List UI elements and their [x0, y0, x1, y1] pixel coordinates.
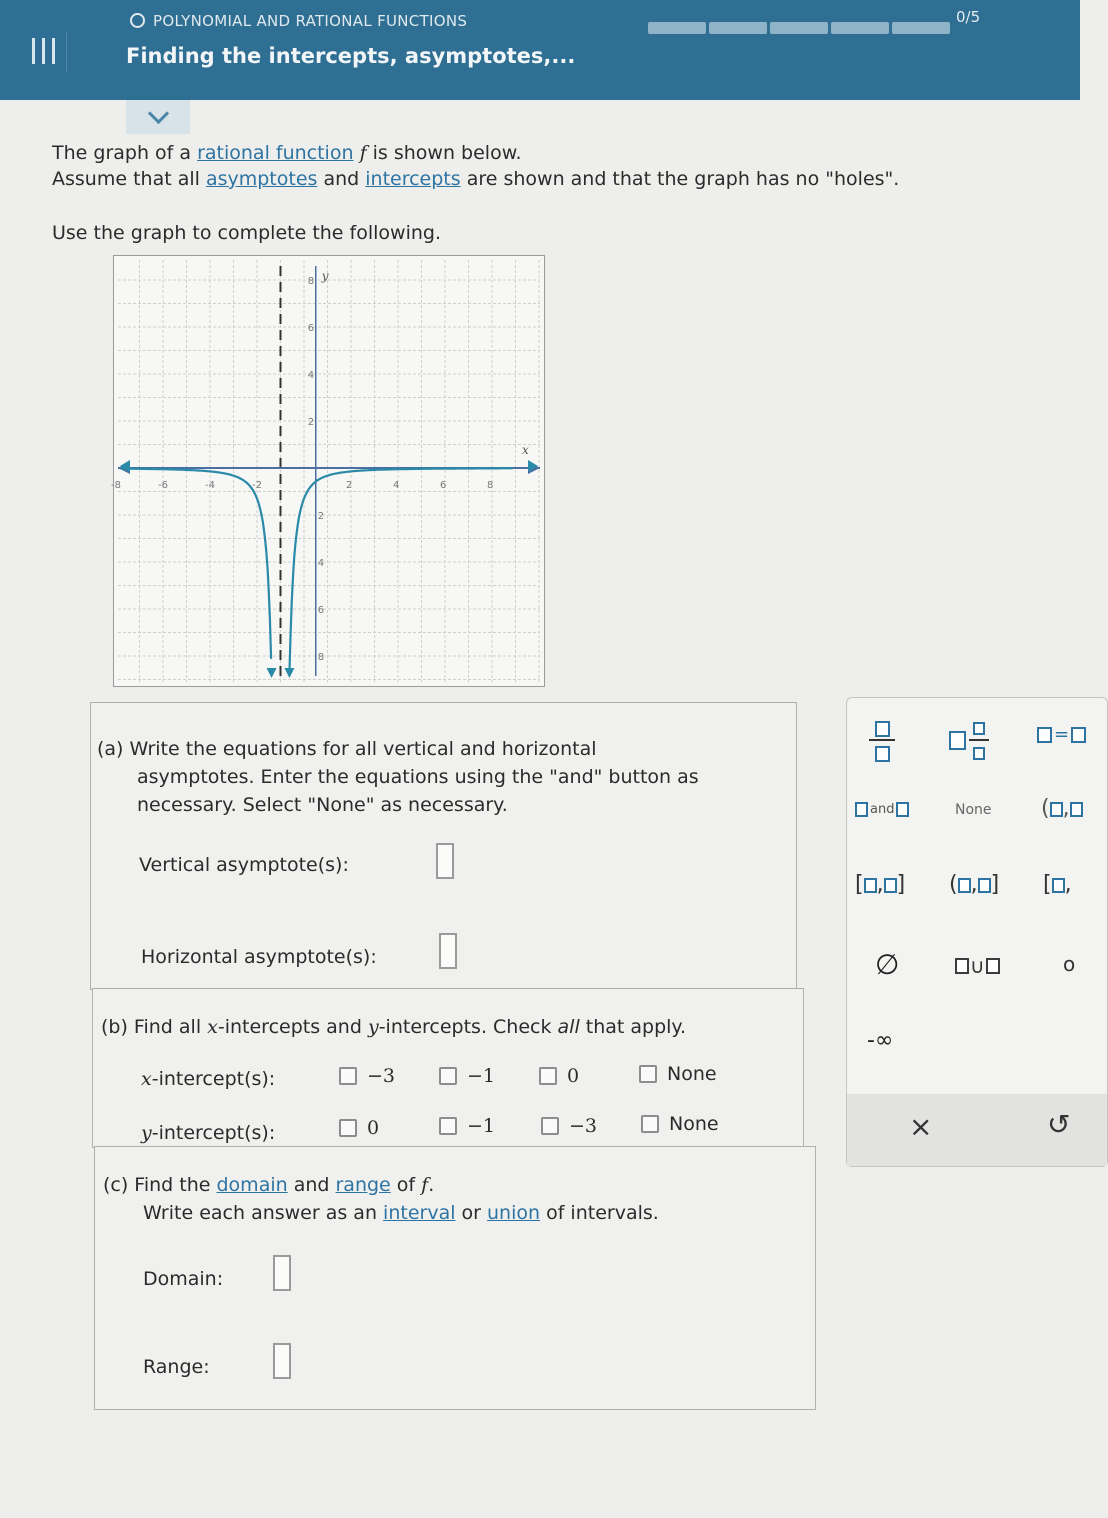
- palette-footer: [847, 1094, 1107, 1166]
- empty-set-button[interactable]: ∅: [875, 948, 900, 981]
- y-tick-label: 6: [317, 605, 325, 616]
- y-intercept-option-0[interactable]: 0: [339, 1117, 379, 1139]
- part-a-instructions: (a) Write the equations for all vertical and horizontal asymptotes. Enter the equations using the "and" button as necessary. Select "None" as necessary.: [97, 738, 699, 816]
- domain-input[interactable]: [273, 1255, 291, 1291]
- range-input[interactable]: [273, 1343, 291, 1379]
- x-tick-label: 6: [440, 480, 447, 491]
- header-bar: [0, 0, 1080, 100]
- undo-icon[interactable]: ↺: [1047, 1108, 1071, 1141]
- x-tick-label: 4: [393, 480, 400, 491]
- x-intercept-option-0[interactable]: 0: [539, 1065, 579, 1087]
- none-button[interactable]: None: [955, 802, 992, 818]
- checkbox[interactable]: [339, 1119, 357, 1137]
- interval-link[interactable]: interval: [383, 1202, 456, 1224]
- part-c-instructions: (c) Find the domain and range of f. Write each answer as an interval or union of intervals.: [103, 1174, 659, 1224]
- y-tick-label: 8: [307, 276, 315, 287]
- part-b-box: [92, 988, 804, 1148]
- topic-label: POLYNOMIAL AND RATIONAL FUNCTIONS: [130, 12, 467, 30]
- x-tick-label: -8: [111, 480, 121, 491]
- rational-function-link[interactable]: rational function: [197, 142, 354, 164]
- y-intercept-option-neg1[interactable]: −1: [439, 1115, 495, 1137]
- graph: [113, 255, 545, 687]
- circle-icon: [130, 13, 145, 28]
- equation-button[interactable]: =: [1037, 724, 1086, 745]
- horizontal-asymptote-input[interactable]: [439, 933, 457, 969]
- clear-icon[interactable]: ×: [909, 1110, 933, 1143]
- checkbox[interactable]: [639, 1065, 657, 1083]
- fraction-button[interactable]: [869, 718, 895, 762]
- intro-line-2: Assume that all asymptotes and intercepts are shown and that the graph has no "holes".: [52, 168, 900, 190]
- infinity-button[interactable]: o: [1063, 952, 1076, 976]
- progress-bar: [648, 20, 950, 36]
- vertical-asymptote-input[interactable]: [436, 843, 454, 879]
- math-palette: [846, 697, 1108, 1167]
- x-tick-label: -6: [158, 480, 168, 491]
- union-link[interactable]: union: [487, 1202, 541, 1224]
- horizontal-asymptote-label: Horizontal asymptote(s):: [141, 946, 377, 968]
- x-intercept-option-none[interactable]: None: [639, 1063, 717, 1085]
- checkbox[interactable]: [439, 1117, 457, 1135]
- curve-right-branch: [289, 468, 512, 674]
- x-intercept-option-neg3[interactable]: −3: [339, 1065, 395, 1087]
- domain-link[interactable]: domain: [216, 1174, 288, 1196]
- curve-arrow: [284, 668, 294, 678]
- checkbox[interactable]: [539, 1067, 557, 1085]
- vertical-asymptote-label: Vertical asymptote(s):: [139, 854, 349, 876]
- curve-left-branch: [121, 469, 271, 659]
- y-tick-label: 2: [307, 417, 315, 428]
- part-c-box: [94, 1146, 816, 1410]
- open-interval-button[interactable]: ( ,: [1041, 796, 1083, 821]
- x-tick-label: 8: [487, 480, 494, 491]
- right-open-interval-button[interactable]: [ ,: [1043, 872, 1072, 897]
- intro-line-3: Use the graph to complete the following.: [52, 222, 441, 244]
- menu-icon: [32, 38, 35, 64]
- x-tick-label: -2: [252, 480, 262, 491]
- y-axis-label: y: [321, 269, 329, 283]
- checkbox[interactable]: [439, 1067, 457, 1085]
- negative-infinity-button[interactable]: -∞: [867, 1028, 894, 1053]
- range-label: Range:: [143, 1356, 210, 1378]
- intro-line-1: The graph of a rational function f is shown below.: [52, 142, 522, 164]
- x-tick-label: 2: [346, 480, 353, 491]
- range-link[interactable]: range: [335, 1174, 391, 1196]
- checkbox[interactable]: [641, 1115, 659, 1133]
- closed-interval-button[interactable]: [ , ]: [855, 872, 906, 897]
- y-tick-label: 4: [317, 558, 325, 569]
- y-tick-label: 2: [317, 511, 325, 522]
- mixed-number-button[interactable]: [949, 718, 989, 762]
- left-open-interval-button[interactable]: ( , ]: [949, 872, 1000, 897]
- intercepts-link[interactable]: intercepts: [365, 168, 461, 190]
- part-a-box: [90, 702, 797, 990]
- domain-label: Domain:: [143, 1268, 224, 1290]
- chevron-down-icon: [148, 103, 169, 124]
- x-intercept-option-neg1[interactable]: −1: [439, 1065, 495, 1087]
- progress-count: 0/5: [956, 8, 981, 26]
- asymptotes-link[interactable]: asymptotes: [205, 168, 318, 190]
- y-intercept-option-none[interactable]: None: [641, 1113, 719, 1135]
- graph-svg: [111, 256, 544, 686]
- menu-button[interactable]: [22, 32, 67, 72]
- x-axis-label: x: [522, 443, 529, 457]
- x-intercept-label: x-intercept(s):: [141, 1068, 276, 1090]
- y-intercept-label: y-intercept(s):: [141, 1122, 276, 1144]
- x-tick-label: -4: [205, 480, 215, 491]
- y-tick-label: 4: [307, 370, 315, 381]
- collapse-button[interactable]: [126, 100, 190, 134]
- and-button[interactable]: and: [855, 802, 909, 817]
- curve-arrow: [267, 668, 277, 678]
- checkbox[interactable]: [339, 1067, 357, 1085]
- union-button[interactable]: ∪: [955, 954, 1000, 978]
- page-title: Finding the intercepts, asymptotes,...: [126, 44, 576, 68]
- y-intercept-option-neg3[interactable]: −3: [541, 1115, 597, 1137]
- checkbox[interactable]: [541, 1117, 559, 1135]
- y-tick-label: 8: [317, 652, 325, 663]
- part-b-instructions: (b) Find all x-intercepts and y-intercepts. Check all that apply.: [101, 1016, 686, 1038]
- y-tick-label: 6: [307, 323, 315, 334]
